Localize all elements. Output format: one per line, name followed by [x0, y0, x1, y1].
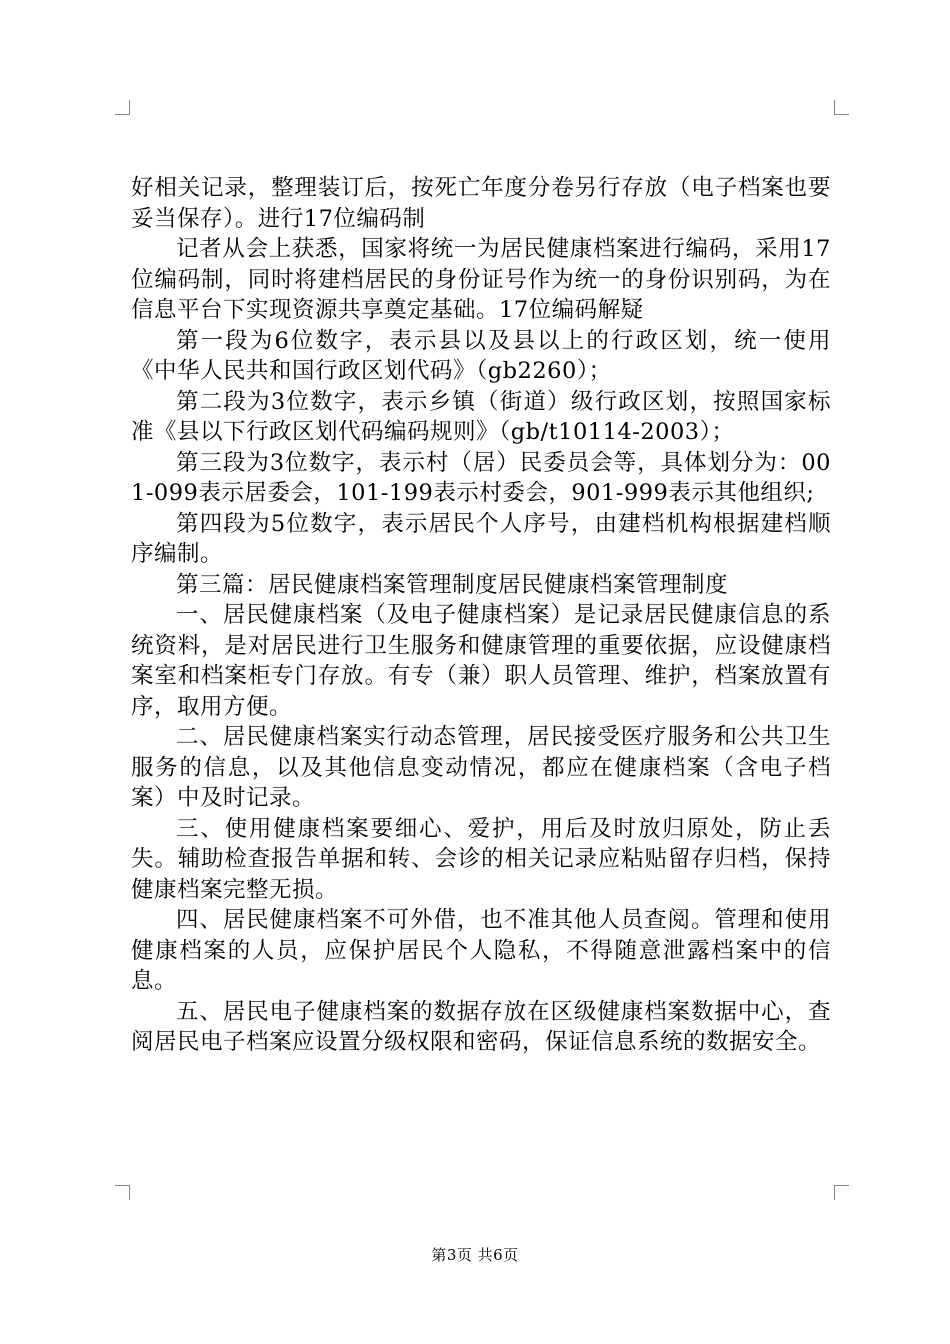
document-body: [131, 173, 831, 1058]
crop-mark-top-left: [115, 100, 130, 115]
paragraph: 好相关记录，整理装订后，按死亡年度分卷另行存放（电子档案也要妥当保存）。进行17位编码制: [131, 175, 831, 232]
section-heading: 第三篇：居民健康档案管理制度居民健康档案管理制度: [176, 571, 729, 598]
paragraph: 第二段为3位数字，表示乡镇（街道）级行政区划，按照国家标准《县以下行政区划代码编码规则》（gb/t10114-2003）；: [131, 388, 831, 445]
paragraph: 二、居民健康档案实行动态管理，居民接受医疗服务和公共卫生服务的信息，以及其他信息变动情况，都应在健康档案（含电子档案）中及时记录。: [131, 724, 831, 811]
paragraph: 三、使用健康档案要细心、爱护，用后及时放归原处，防止丢失。辅助检查报告单据和转、会诊的相关记录应粘贴留存归档，保持健康档案完整无损。: [131, 815, 831, 903]
paragraph: 第四段为5位数字，表示居民个人序号，由建档机构根据建档顺序编制。: [131, 510, 831, 567]
paragraph: 五、居民电子健康档案的数据存放在区级健康档案数据中心，查阅居民电子档案应设置分级权限和密码，保证信息系统的数据安全。: [131, 998, 831, 1055]
crop-mark-bottom-left: [115, 1185, 130, 1200]
paragraph: 第一段为6位数字，表示县以及县以上的行政区划，统一使用《中华人民共和国行政区划代码》（gb2260）；: [131, 327, 831, 384]
paragraph: 记者从会上获悉，国家将统一为居民健康档案进行编码，采用17位编码制，同时将建档居民的身份证号作为统一的身份识别码，为在信息平台下实现资源共享奠定基础。17位编码解疑: [131, 236, 831, 323]
crop-mark-bottom-right: [834, 1185, 849, 1200]
page-number-footer: 第3页 共6页: [431, 1246, 519, 1264]
paragraph: 一、居民健康档案（及电子健康档案）是记录居民健康信息的系统资料，是对居民进行卫生服务和健康管理的重要依据，应设健康档案室和档案柜专门存放。有专（兼）职人员管理、维护，档案放置有序，取用方便。: [131, 602, 831, 720]
crop-mark-top-right: [834, 100, 849, 115]
paragraph: 四、居民健康档案不可外借，也不准其他人员查阅。管理和使用健康档案的人员，应保护居民个人隐私，不得随意泄露档案中的信息。: [131, 907, 831, 994]
paragraph: 第三段为3位数字，表示村（居）民委员会等，具体划分为：001-099表示居委会，101-199表示村委会，901-999表示其他组织;: [131, 449, 831, 506]
